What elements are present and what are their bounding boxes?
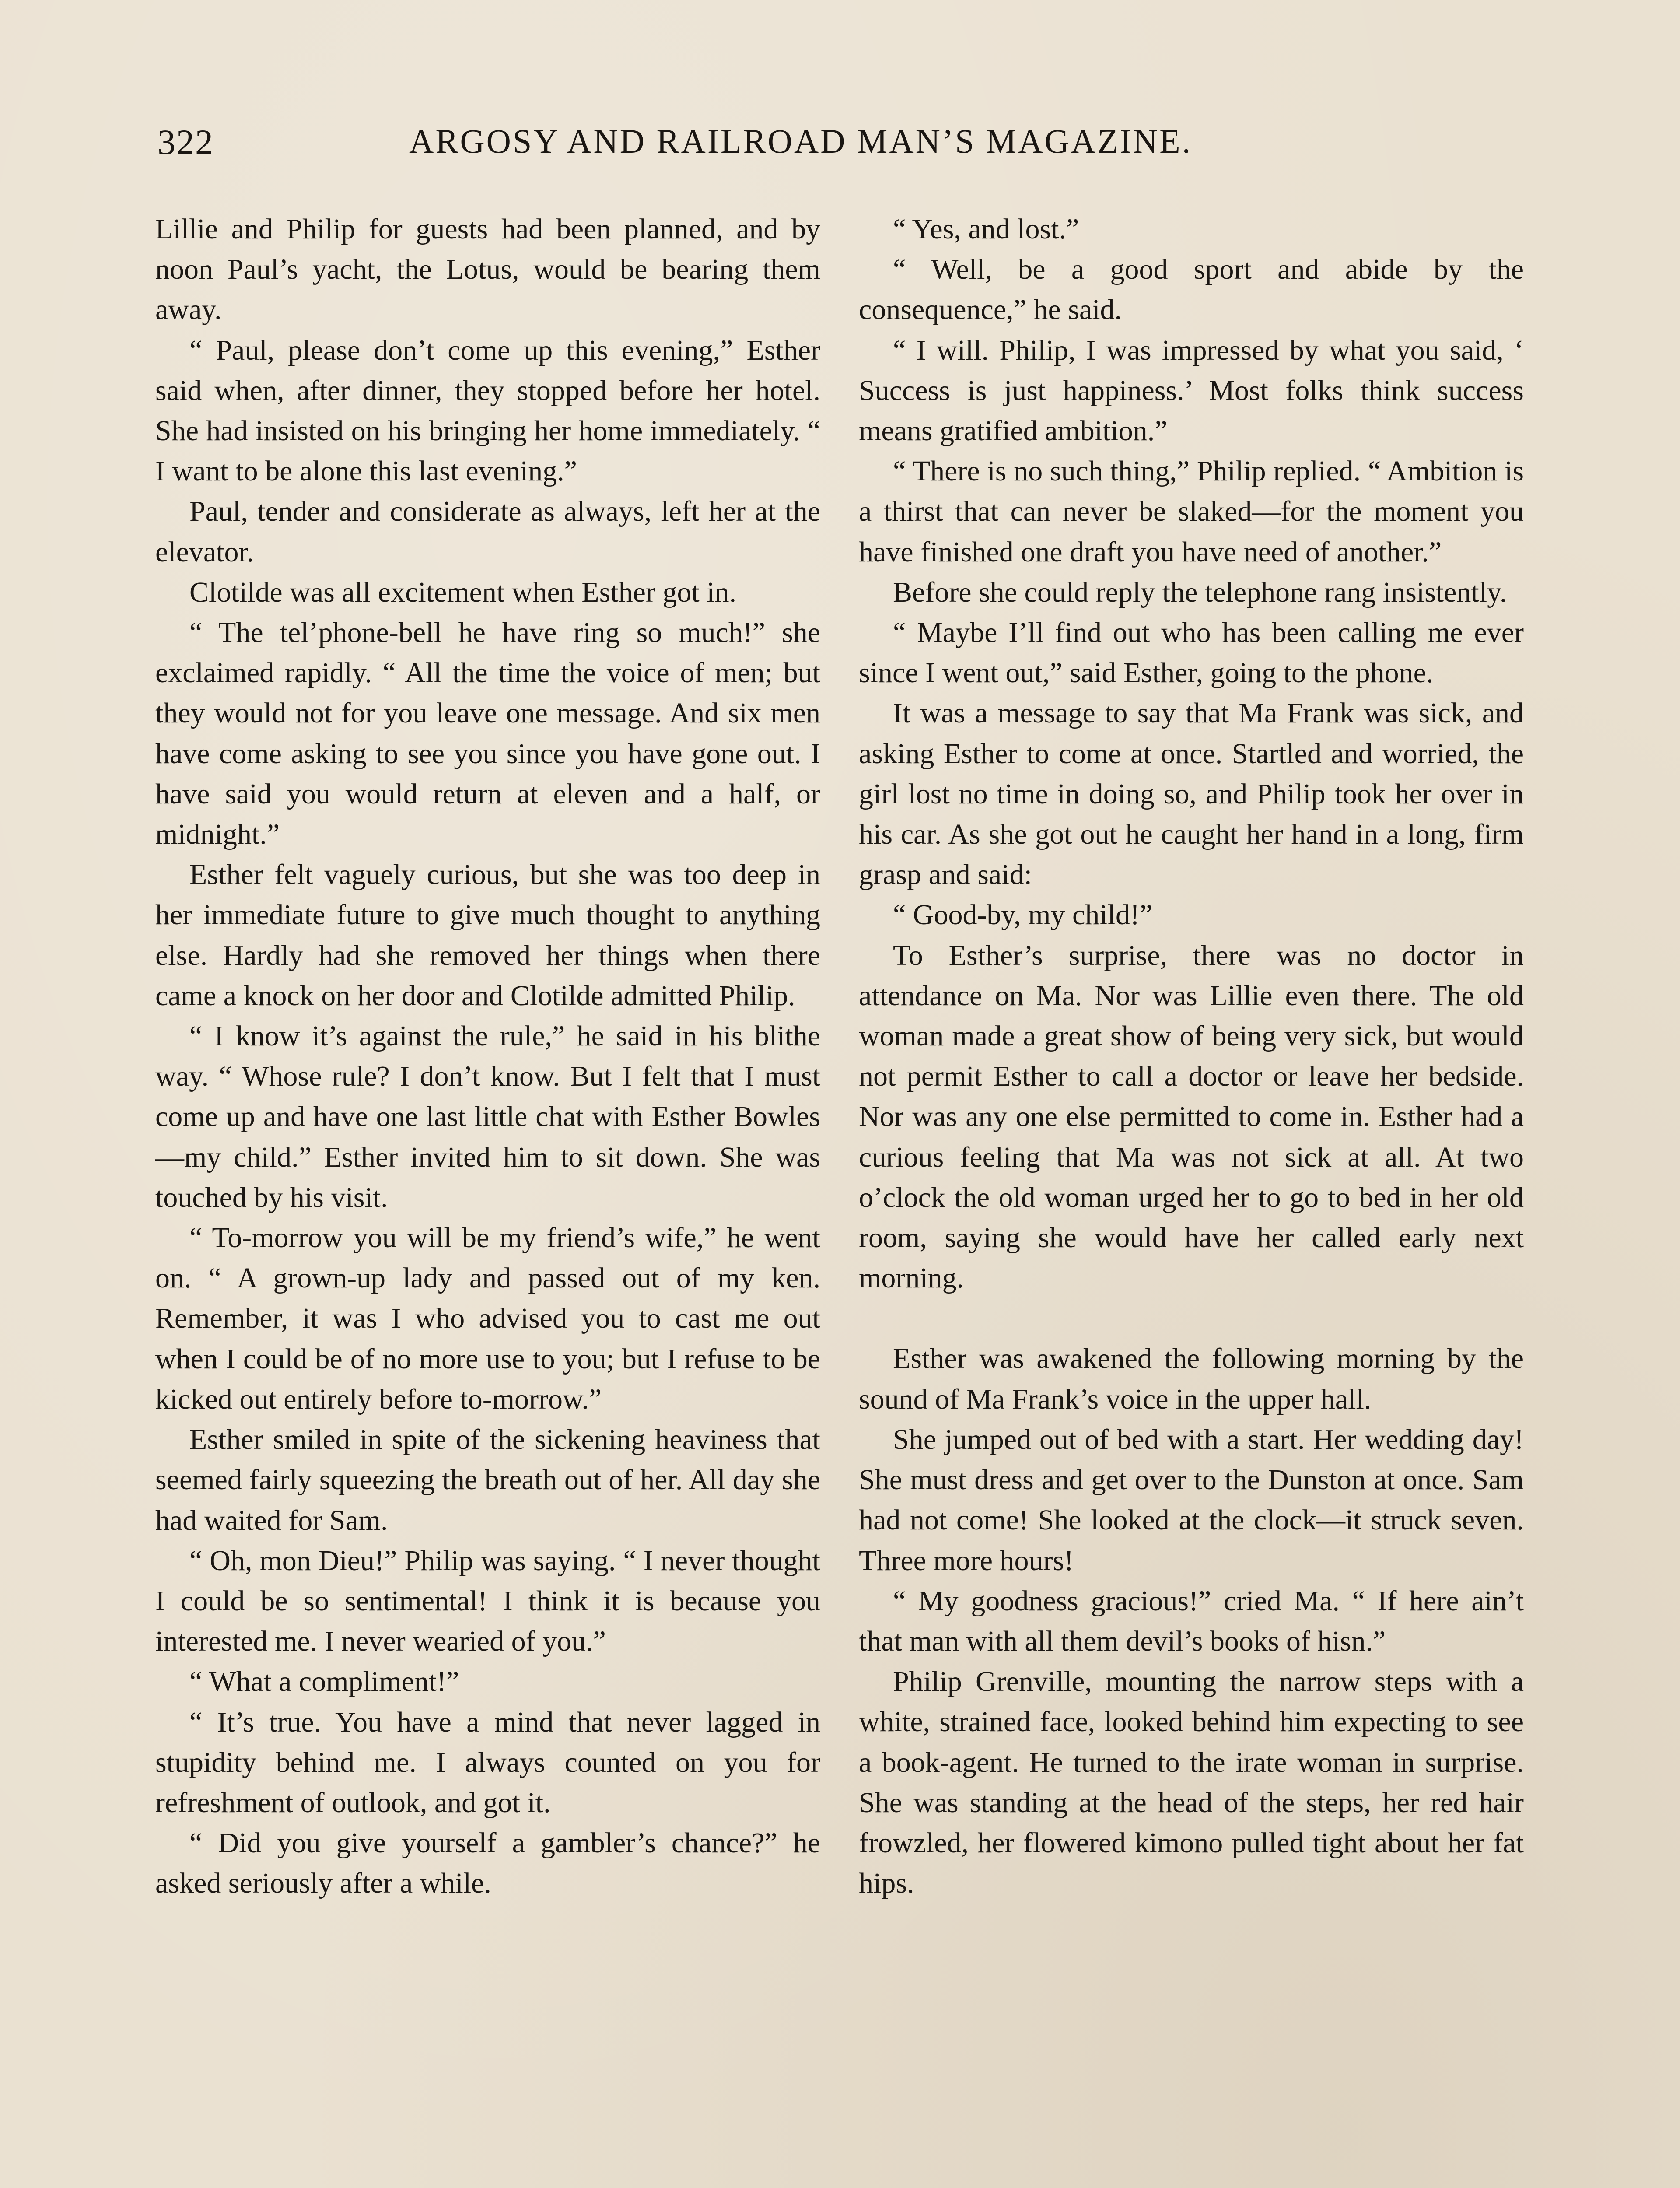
- paragraph: “ Yes, and lost.”: [893, 213, 1079, 245]
- page-number: 322: [158, 122, 214, 162]
- paragraph: Paul, tender and considerate as always, left her at the elevator.: [155, 495, 820, 568]
- paragraph: “ I know it’s against the rule,” he said in his blithe way. “ Whose rule? I don’t know. But I felt that I must come up and have one last little chat with Esther Bowles —my child.” Esther invited him to sit down. She was touched by his visit.: [155, 1020, 820, 1213]
- running-head: ARGOSY AND RAILROAD MAN’S MAGAZINE.: [409, 122, 1193, 160]
- right-column: [859, 209, 1524, 1904]
- paragraph: “ I will. Philip, I was impressed by what you said, ‘ Success is just happiness.’ Most folks think success means gratified ambition.”: [859, 334, 1524, 447]
- paragraph: “ Paul, please don’t come up this evening,” Esther said when, after dinner, they stopped before her hotel. She had insisted on his bringing her home immediately. “ I want to be alone this last evening.”: [155, 334, 820, 487]
- paragraph: Lillie and Philip for guests had been planned, and by noon Paul’s yacht, the Lotus, would be bearing them away.: [155, 213, 820, 326]
- paragraph: “ It’s true. You have a mind that never lagged in stupidity behind me. I always counted on you for refreshment of outlook, and got it.: [155, 1706, 820, 1819]
- page-header: [158, 122, 1518, 183]
- paragraph: “ Oh, mon Dieu!” Philip was saying. “ I never thought I could be so sentimental! I think it is because you interested me. I never wearied of you.”: [155, 1544, 820, 1658]
- paragraph: Esther smiled in spite of the sickening heaviness that seemed fairly squeezing the breath out of her. All day she had waited for Sam.: [155, 1424, 820, 1536]
- paragraph: “ There is no such thing,” Philip replied. “ Ambition is a thirst that can never be slaked—for the moment you have finished one draft you have need of another.”: [859, 455, 1524, 568]
- paragraph: Philip Grenville, mounting the narrow steps with a white, strained face, looked behind him expecting to see a book-agent. He turned to the irate woman in surprise. She was standing at the head of the steps, her red hair frowzled, her flowered kimono pulled tight about her fat hips.: [859, 1666, 1524, 1900]
- paragraph: It was a message to say that Ma Frank was sick, and asking Esther to come at once. Startled and worried, the girl lost no time in doing so, and Philip took her over in his car. As she got out he caught her hand in a long, firm grasp and said:: [859, 697, 1524, 891]
- paragraph: Clotilde was all excitement when Esther got in.: [189, 576, 737, 608]
- paragraph: Esther was awakened the following morning by the sound of Ma Frank’s voice in the upper hall.: [859, 1343, 1524, 1415]
- paragraph: “ Did you give yourself a gambler’s chance?” he asked seriously after a while.: [155, 1827, 820, 1900]
- paragraph: She jumped out of bed with a start. Her wedding day! She must dress and get over to the Dunston at once. Sam had not come! She looked at the clock—it struck seven. Three more hours!: [859, 1423, 1524, 1577]
- paragraph: “ Well, be a good sport and abide by the consequence,” he said.: [859, 253, 1524, 326]
- paragraph: Esther felt vaguely curious, but she was too deep in her immediate future to give much thought to anything else. Hardly had she removed her things when there came a knock on her door and Clotilde admitted Philip.: [155, 859, 820, 1012]
- section-break: [859, 1298, 1524, 1339]
- paragraph: “ Maybe I’ll find out who has been calling me ever since I went out,” said Esther, going to the phone.: [859, 617, 1524, 689]
- paragraph: “ What a compliment!”: [189, 1666, 459, 1698]
- paragraph: Before she could reply the telephone rang insistently.: [893, 576, 1507, 608]
- left-column: [155, 209, 820, 1904]
- paragraph: “ To-morrow you will be my friend’s wife,” he went on. “ A grown-up lady and passed out of my ken. Remember, it was I who advised you to cast me out when I could be of no more use to you; but I refuse to be kicked out entirely before to-morrow.”: [155, 1222, 820, 1415]
- paragraph: “ My goodness gracious!” cried Ma. “ If here ain’t that man with all them devil’s books of hisn.”: [859, 1585, 1524, 1657]
- paragraph: “ Good-by, my child!”: [893, 899, 1153, 931]
- paragraph: To Esther’s surprise, there was no doctor in attendance on Ma. Nor was Lillie even there. The old woman made a great show of being very sick, but would not permit Esther to call a doctor or leave her bedside. Nor was any one else permitted to come in. Esther had a curious feeling that Ma was not sick at all. At two o’clock the old woman urged her to go to bed in her old room, saying she would have her called early next morning.: [859, 939, 1524, 1294]
- paragraph: “ The tel’phone-bell he have ring so much!” she exclaimed rapidly. “ All the time the voice of men; but they would not for you leave one message. And six men have come asking to see you since you have gone out. I have said you would return at eleven and a half, or midnight.”: [155, 617, 820, 851]
